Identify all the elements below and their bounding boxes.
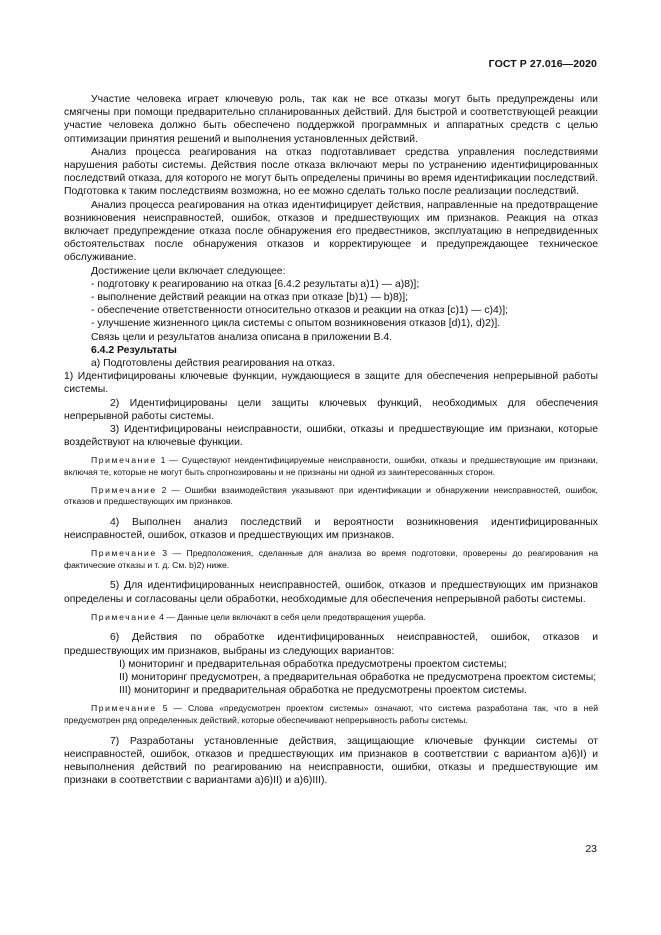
note-label: Примечание — [91, 484, 157, 495]
list-item: - подготовку к реагированию на отказ [6.4.2 результаты а)1) — а)8)]; — [91, 278, 420, 290]
paragraph: Анализ процесса реагирования на отказ подготавливает средства управления последствиями нарушения работы системы. Действия после отказа включают меры по устранению идентифицированных последствий отказа, для которого не могут быть определены причины во время идентификации последствий. Подготовка к таким последствиям возможна, но ее можно сделать только после реализации последствий. — [64, 146, 598, 198]
note-label: Примечание — [91, 611, 157, 622]
variant-item: III) мониторинг и предварительная обработка не предусмотрены проектом системы. — [119, 685, 527, 697]
list-item: - обеспечение ответственности относительно отказов и реакции на отказ [с)1) — с)4)]; — [91, 305, 509, 317]
list-item: - выполнение действий реакции на отказ при отказе [b)1) — b)8)]; — [91, 292, 408, 304]
paragraph: Связь цели и результатов анализа описана в приложении В.4. — [91, 331, 393, 343]
paragraph: Анализ процесса реагирования на отказ идентифицирует действия, направленные на предотвращение возникновения неисправностей, ошибок, отказов и предшествующих им признаков. Реакция на отказ включает предупреждение отказа после обнаружения его предвестников, эксплуатацию в непредвиденных обстоятельствах после обнаружения отказов и корректирующее и предупреждающее техническое обслуживание. — [64, 199, 598, 264]
result-item: 4) Выполнен анализ последствий и вероятности возникновения идентифицированных неисправностей, ошибок, отказов и предшествующих им признаков. — [64, 516, 598, 542]
document-body — [64, 93, 598, 787]
note — [64, 703, 598, 726]
note-text: 1 — Существуют неидентифицируемые неисправности, ошибки, отказы и предшествующие им признаки, включая те, которые не могут быть спрогнозированы и не признаны ни одной из заинтересованных сторон. — [64, 455, 598, 478]
note-text: 4 — Данные цели включают в себя цели предотвращения ущерба. — [156, 611, 426, 622]
result-item: 3) Идентифицированы неисправности, ошибки, отказы и предшествующие им признаки, которые воздействуют на ключевые функции. — [64, 424, 598, 449]
result-item: 1) Идентифицированы ключевые функции, нуждающиеся в защите для обеспечения непрерывной работы системы. — [64, 371, 598, 396]
note-label: Примечание — [91, 455, 157, 466]
document-code: ГОСТ Р 27.016—2020 — [488, 58, 597, 70]
note-label: Примечание — [91, 703, 157, 714]
result-a-intro: а) Подготовлены действия реагирования на отказ. — [91, 358, 335, 370]
note-label: Примечание — [91, 548, 157, 559]
note — [64, 455, 598, 478]
note-text: 3 — Предположения, сделанные для анализа во время подготовки, проверены до реагирования на фактические отказы и т. д. См. b)2) ниже. — [64, 548, 598, 570]
note — [64, 548, 598, 571]
paragraph: Участие человека играет ключевую роль, так как не все отказы могут быть предупреждены или смягчены при помощи предварительно спланированных действий. Для быстрой и соответствующей реакции участие человека должно быть обеспечено поддержкой программных и аппаратных средств с целью оптимизации принятия решений и выполнения установленных действий. — [64, 94, 598, 145]
variant-item: II) мониторинг предусмотрен, а предварительная обработка не предусмотрена проектом системы; — [119, 672, 597, 684]
section-heading: 6.4.2 Результаты — [91, 344, 177, 356]
goal-list — [64, 278, 598, 331]
note — [64, 485, 598, 508]
list-item: - улучшение жизненного цикла системы с опытом возникновения отказов [d)1), d)2)]. — [91, 318, 501, 330]
result-item: 5) Для идентифицированных неисправностей, ошибок, отказов и предшествующих им признаков определены и согласованы цели обработки, необходимые для обеспечения непрерывной работы системы. — [64, 580, 598, 605]
note-text: 5 — Слова «предусмотрен проектом системы» означают, что система разработана так, что в ней предусмотрен ряд определенных действий, которые обеспечивают непрерывность работы системы. — [64, 703, 598, 726]
result-item: 6) Действия по обработке идентифицированных неисправностей, ошибок, отказов и предшествующих им признаков, выбраны из следующих вариантов: — [64, 632, 598, 657]
result-item: 2) Идентифицированы цели защиты ключевых функций, необходимых для обеспечения непрерывной работы системы. — [64, 397, 598, 422]
note-text: 2 — Ошибки взаимодействия указывают при идентификации и обнаружении неисправностей, ошибок, отказов и предшествующих им признаков. — [64, 484, 598, 507]
paragraph: Достижение цели включает следующее: — [91, 265, 286, 277]
note — [64, 612, 598, 624]
result-item: 7) Разработаны установленные действия, защищающие ключевые функции системы от неисправностей, ошибок, отказов и предшествующих им признаков в соответствии с вариантом а)6)I) и невыполнения действий по реагированию на неисправности, ошибки, отказы и предшествующие им признаки в соответствии с вариантами а)6)II) и а)6)III). — [64, 735, 598, 787]
variant-item: I) мониторинг и предварительная обработка предусмотрены проектом системы; — [119, 658, 507, 670]
page-number: 23 — [585, 843, 597, 855]
variant-list — [64, 658, 598, 698]
